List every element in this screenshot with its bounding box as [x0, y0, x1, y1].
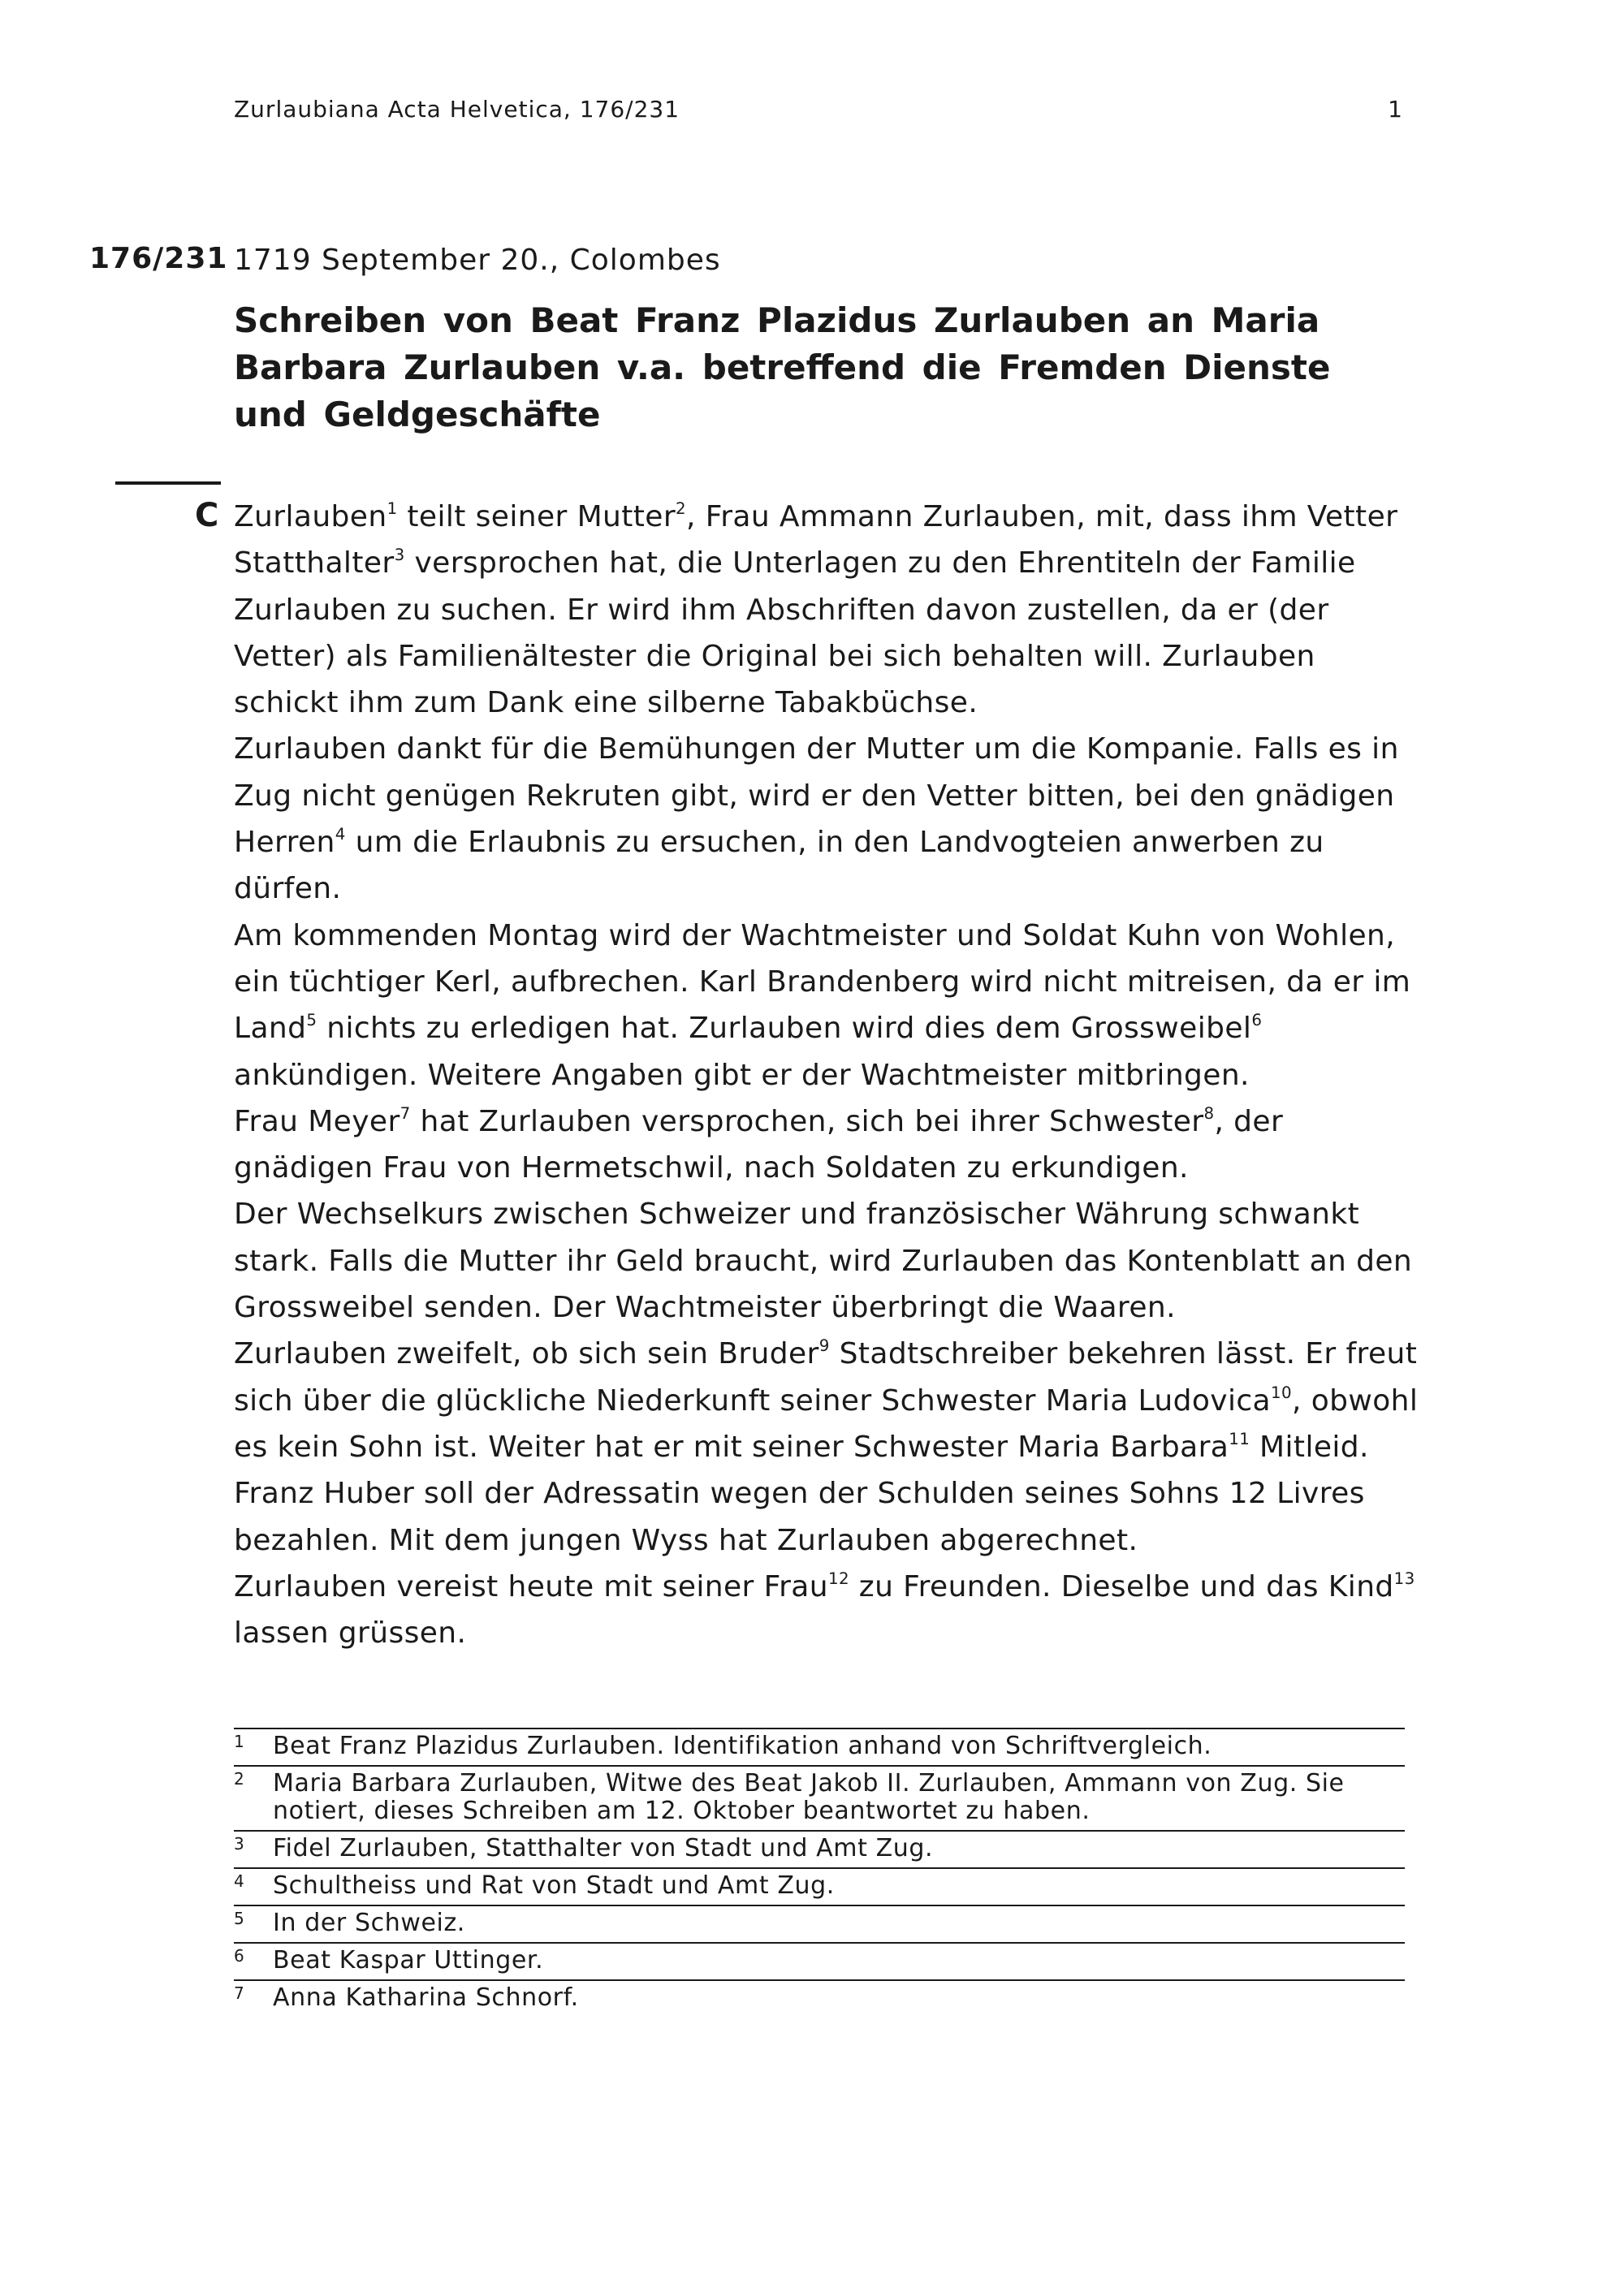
footnote-number: 5 — [234, 1909, 245, 1928]
footnote-text: Anna Katharina Schnorf. — [273, 1983, 579, 2012]
footnote-number: 1 — [234, 1732, 245, 1751]
footnote-text: Beat Kaspar Uttinger. — [273, 1946, 544, 1974]
footnote-number: 7 — [234, 1983, 245, 2003]
abstract-paragraph: Zurlauben dankt für die Bemühungen der Mutter um die Kompanie. Falls es in Zug nicht genügen Rekruten gibt, wird er den Vetter bitten, bei den gnädigen Herren$^4$ um die Erlaubnis zu ersuchen, in den Landvogteien anwerben zu dürfen. — [234, 732, 1399, 906]
footnote-text: Beat Franz Plazidus Zurlauben. Identifikation anhand von Schriftvergleich. — [273, 1732, 1212, 1760]
abstract-paragraph: Zurlauben vereist heute mit seiner Frau$^{12}$ zu Freunden. Dieselbe und das Kind$^{13}$ lassen grüssen. — [234, 1569, 1415, 1651]
page-number: 1 — [1388, 96, 1403, 123]
footnote-ref[interactable]: 8 — [1203, 1104, 1215, 1124]
document-date-place: 1719 September 20., Colombes — [234, 244, 721, 277]
footnote-text: Fidel Zurlauben, Statthalter von Stadt und Amt Zug. — [273, 1834, 934, 1862]
footnotes — [234, 1728, 1405, 2017]
section-marker: C — [195, 497, 219, 534]
footnote-number: 3 — [234, 1834, 245, 1854]
footnote-ref[interactable]: 6 — [1251, 1011, 1263, 1030]
footnote — [234, 1867, 1405, 1905]
footnote — [234, 1979, 1405, 2017]
abstract-paragraph: Der Wechselkurs zwischen Schweizer und französischer Währung schwankt stark. Falls die Mutter ihr Geld braucht, wird Zurlauben das Kontenblatt an den Grossweibel senden. Der Wachtmeister überbringt die Waaren. — [234, 1198, 1413, 1325]
running-head — [234, 96, 1403, 123]
footnote-number: 2 — [234, 1769, 245, 1789]
footnote-number: 6 — [234, 1946, 245, 1966]
footnote-ref[interactable]: 13 — [1393, 1569, 1415, 1588]
footnote — [234, 1905, 1405, 1942]
abstract-paragraph: Zurlauben$^1$ teilt seiner Mutter$^2$, Frau Ammann Zurlauben, mit, dass ihm Vetter Statthalter$^3$ versprochen hat, die Unterlagen zu den Ehrentiteln der Familie Zurlauben zu suchen. Er wird ihm Abschriften davon zustellen, da er (der Vetter) als Familienältester die Original bei sich behalten will. Zurlauben schickt ihm zum Dank eine silberne Tabakbüchse. — [234, 499, 1398, 720]
footnote-text: Maria Barbara Zurlauben, Witwe des Beat Jakob II. Zurlauben, Ammann von Zug. Sie notiert, dieses Schreiben am 12. Oktober beantwortet zu haben. — [273, 1769, 1345, 1825]
footnote-text: In der Schweiz. — [273, 1909, 465, 1937]
footnote — [234, 1830, 1405, 1867]
footnote-ref[interactable]: 2 — [676, 499, 687, 519]
footnote — [234, 1765, 1405, 1830]
footnote-ref[interactable]: 9 — [818, 1336, 830, 1356]
footnote-ref[interactable]: 11 — [1229, 1430, 1250, 1449]
footnote-ref[interactable]: 7 — [400, 1104, 411, 1124]
section-divider — [115, 481, 221, 485]
abstract — [234, 494, 1419, 1656]
footnote-ref[interactable]: 12 — [827, 1569, 849, 1588]
running-title: Zurlaubiana Acta Helvetica, 176/231 — [234, 96, 680, 123]
document-number: 176/231 — [89, 242, 228, 275]
footnote-ref[interactable]: 10 — [1271, 1383, 1293, 1402]
footnote-ref[interactable]: 1 — [387, 499, 398, 519]
footnote-ref[interactable]: 5 — [306, 1011, 317, 1030]
abstract-paragraph: Frau Meyer$^7$ hat Zurlauben versprochen, sich bei ihrer Schwester$^8$, der gnädigen Frau von Hermetschwil, nach Soldaten zu erkundigen. — [234, 1104, 1284, 1185]
footnote-ref[interactable]: 3 — [394, 546, 405, 565]
document-title: Schreiben von Beat Franz Plazidus Zurlauben an Maria Barbara Zurlauben v.a. betreffend die Fremden Dienste und Geldgeschäfte — [234, 300, 1331, 434]
footnote — [234, 1942, 1405, 1979]
footnote-text: Schultheiss und Rat von Stadt und Amt Zug. — [273, 1871, 835, 1900]
footnote-number: 4 — [234, 1871, 245, 1891]
footnote — [234, 1728, 1405, 1765]
abstract-paragraph: Am kommenden Montag wird der Wachtmeister und Soldat Kuhn von Wohlen, ein tüchtiger Kerl, aufbrechen. Karl Brandenberg wird nicht mitreisen, da er im Land$^5$ nichts zu erledigen hat. Zurlauben wird dies dem Grossweibel$^6$ ankündigen. Weitere Angaben gibt er der Wachtmeister mitbringen. — [234, 918, 1411, 1092]
footnote-ref[interactable]: 4 — [335, 825, 346, 844]
abstract-paragraph: Zurlauben zweifelt, ob sich sein Bruder$^9$ Stadtschreiber bekehren lässt. Er freut sich über die glückliche Niederkunft seiner Schwester Maria Ludovica$^{10}$, obwohl es kein Sohn ist. Weiter hat er mit seiner Schwester Maria Barbara$^{11}$ Mitleid. Franz Huber soll der Adressatin wegen der Schulden seines Sohns 12 Livres bezahlen. Mit dem jungen Wyss hat Zurlauben abgerechnet. — [234, 1336, 1419, 1557]
